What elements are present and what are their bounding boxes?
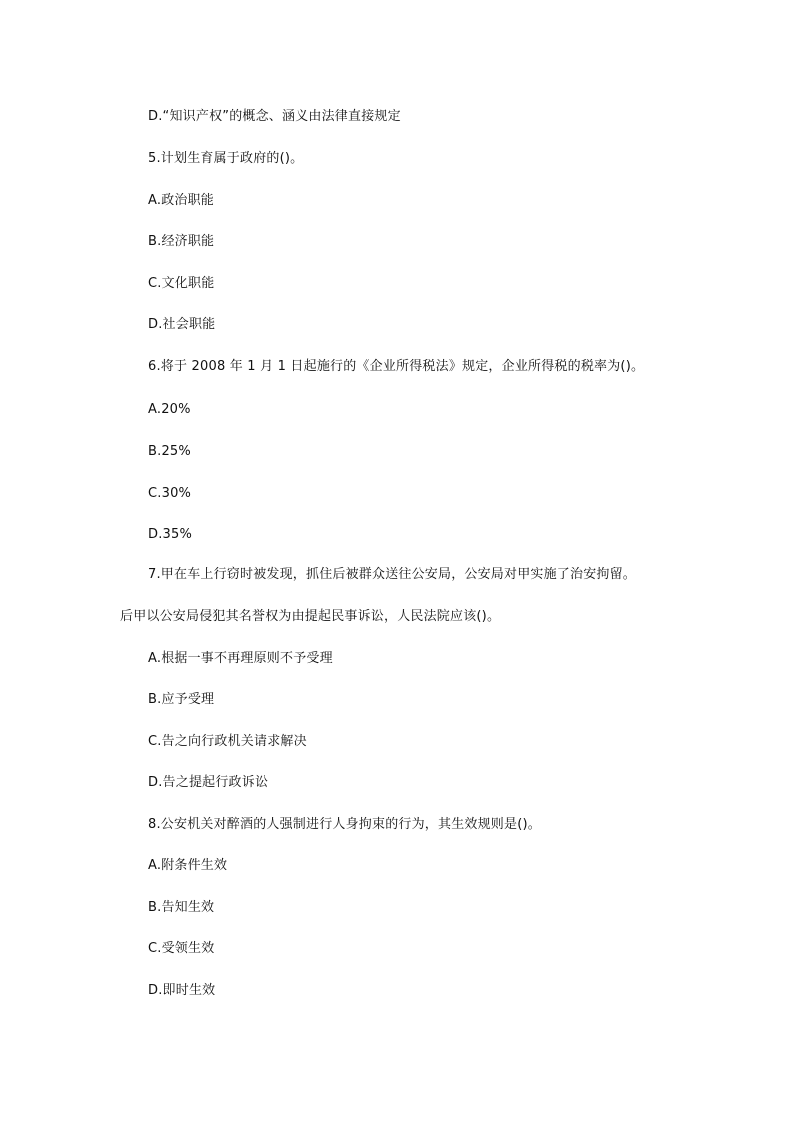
option-7a: A.根据一事不再理原则不予受理	[148, 651, 333, 666]
option-8c: C.受领生效	[148, 941, 215, 956]
option-7b: B.应予受理	[148, 692, 215, 707]
option-7d: D.告之提起行政诉讼	[148, 775, 269, 790]
option-5b: B.经济职能	[148, 234, 215, 249]
option-4d: D.“知识产权”的概念、涵义由法律直接规定	[148, 109, 401, 124]
question-6: 6.将于 2008 年 1 月 1 日起施行的《企业所得税法》规定，企业所得税的税率为()。	[148, 359, 645, 374]
option-6d: D.35%	[148, 527, 193, 542]
question-7-continued: 后甲以公安局侵犯其名誉权为由提起民事诉讼，人民法院应该()。	[120, 609, 501, 624]
option-6c: C.30%	[148, 486, 192, 501]
option-5c: C.文化职能	[148, 276, 215, 291]
option-5a: A.政治职能	[148, 193, 214, 208]
option-8a: A.附条件生效	[148, 858, 228, 873]
option-7c: C.告之向行政机关请求解决	[148, 734, 307, 749]
question-5: 5.计划生育属于政府的()。	[148, 151, 304, 166]
option-6a: A.20%	[148, 402, 191, 417]
question-7: 7.甲在车上行窃时被发现，抓住后被群众送往公安局，公安局对甲实施了治安拘留。	[148, 567, 637, 582]
option-6b: B.25%	[148, 444, 191, 459]
option-5d: D.社会职能	[148, 317, 216, 332]
option-8d: D.即时生效	[148, 983, 216, 998]
question-8: 8.公安机关对醉酒的人强制进行人身拘束的行为，其生效规则是()。	[148, 817, 541, 832]
option-8b: B.告知生效	[148, 900, 215, 915]
